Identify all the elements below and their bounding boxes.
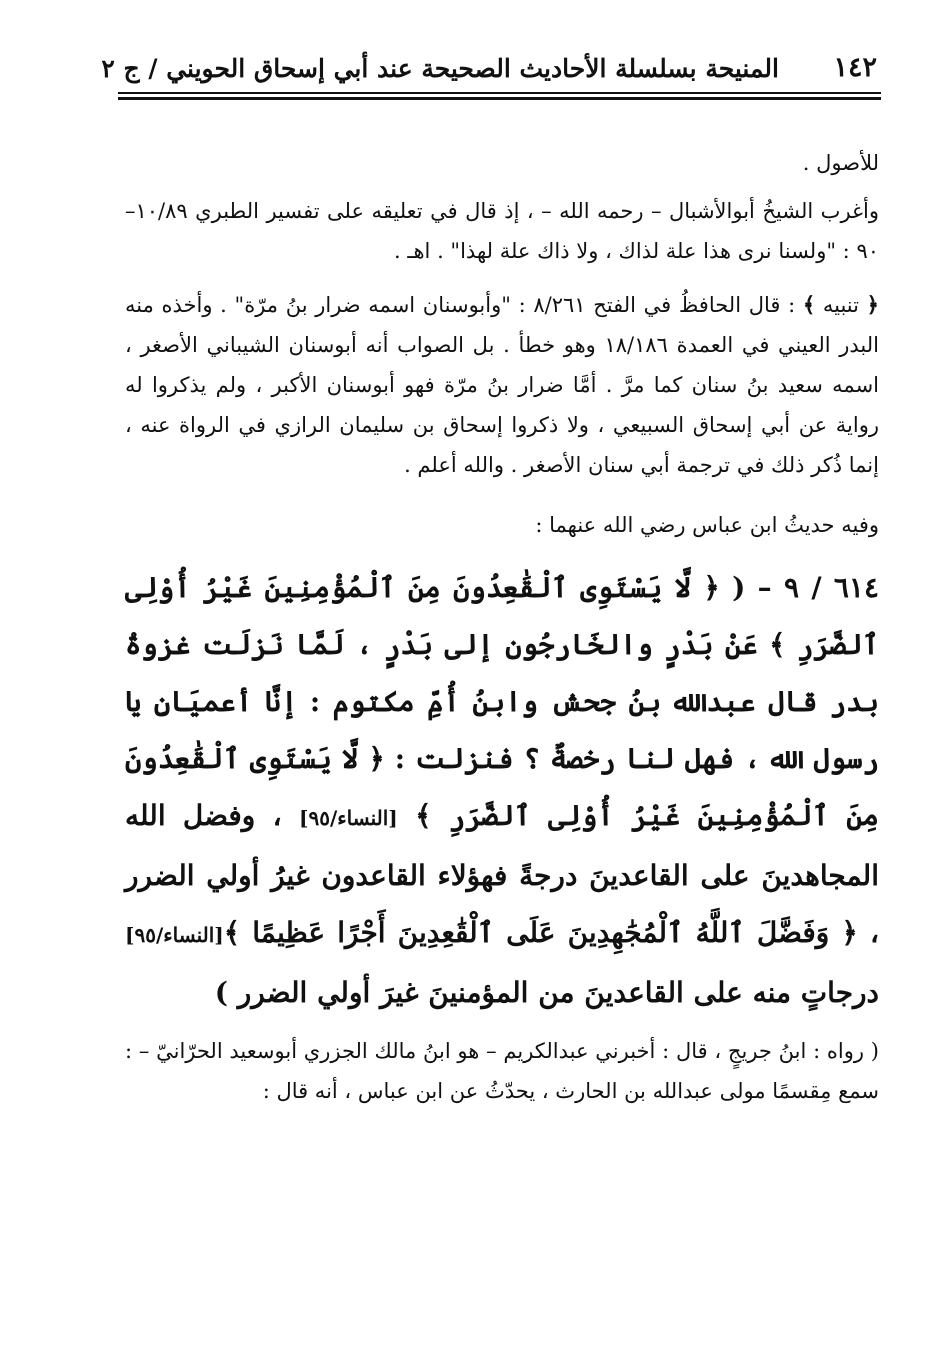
page-body	[125, 143, 879, 1111]
hadith-614	[125, 559, 879, 1021]
running-title: المنيحة بسلسلة الأحاديث الصحيحة عند أبي إسحاق الحويني / ج ٢	[101, 54, 779, 83]
hadith-text-1: عَنْ بَدْرٍ والخَارجُون إلى بَدْرٍ ، لَمَّا نَزلَت غزوةُ بدر قال عبدالله بنُ جحش وابنُ أُمِّ مكتوم : إنَّا أعميَانِ يا رسول الله ، فهل لنا رخصةٌ ؟ فنزلت :	[125, 628, 880, 775]
paragraph-tanbih	[125, 285, 879, 485]
quran-verse-3: ﴿ وَفَضَّلَ ٱللَّهُ ٱلْمُجَٰهِدِينَ عَلَى ٱلْقَٰعِدِينَ أَجْرًا عَظِيمًا ﴾	[223, 916, 858, 949]
header-rule-thick	[118, 97, 881, 100]
bracket-close: ﴾	[802, 292, 816, 317]
hadith-number: ٦١٤ / ٩ – (	[732, 571, 879, 604]
quran-verse-2: ﴿ لَّا يَسْتَوِى ٱلْقَٰعِدُونَ مِنَ ٱلْمُؤْمِنِينَ غَيْرُ أُوْلِى ٱلضَّرَرِ ﴾	[125, 742, 880, 832]
tanbih-label: تنبيه	[822, 293, 859, 317]
quran-verse-1: ﴿ لَّا يَسْتَوِى ٱلْقَٰعِدُونَ مِنَ ٱلْمُؤْمِنِينَ غَيْرُ أُوْلِى ٱلضَّرَرِ ﴾	[125, 571, 880, 661]
paragraph-tabari-note: وأغرب الشيخُ أبوالأشبال – رحمه الله – ، إذ قال في تعليقه على تفسير الطبري ١٠/٨٩–٩٠ : "ولسنا نرى هذا علة لذاك ، ولا ذاك علة لهذا" . اهـ .	[125, 199, 879, 263]
page-number: ١٤٢	[833, 52, 877, 83]
verse-reference-1: [النساء/٩٥]	[299, 806, 398, 830]
header-rule-thin	[118, 92, 881, 94]
paragraph-riwaya: ( رواه : ابنُ جريجٍ ، قال : أخبرني عبدالكريم – هو ابنُ مالك الجزري أبوسعيد الحرّانيّ – : سمع مِقسمًا مولى عبدالله بن الحارث ، يحدّثُ عن ابن عباس ، أنه قال :	[125, 1039, 879, 1103]
verse-reference-2: [النساء/٩٥]	[125, 923, 224, 947]
hadith-text-3: درجاتٍ منه على القاعدينَ من المؤمنينَ غيرَ أولي الضرر )	[214, 976, 879, 1009]
paragraph-hadith-intro: وفيه حديثُ ابن عباس رضي الله عنهما :	[535, 513, 879, 537]
hadith-text-2: ، وفضل الله المجاهدينَ على القاعدينَ درجةً فهؤلاء القاعدون غيرُ أولي الضرر ،	[125, 799, 879, 949]
tanbih-text: : قال الحافظُ في الفتح ٨/٢٦١ : "وأبوسنان اسمه ضرار بنُ مرّة" . وأخذه منه البدر العيني في العمدة ١٨/١٨٦ وهو خطأ . بل الصواب أنه أبوسنان الشيباني الأصغر ، اسمه سعيد بنُ سنان كما مرَّ . أمَّا ضرار بنُ مرّة فهو أبوسنان الأكبر ، ولم يذكروا له رواية عن أبي إسحاق السبيعي ، ولا ذكروا إسحاق بن سليمان الرازي في الرواة عنه ، إنما ذُكر ذلك في ترجمة أبي سنان الأصغر . والله أعلم .	[125, 293, 879, 477]
paragraph-continuation: للأصول .	[802, 151, 879, 175]
bracket-open: ﴿	[866, 292, 879, 317]
running-header	[101, 48, 877, 88]
